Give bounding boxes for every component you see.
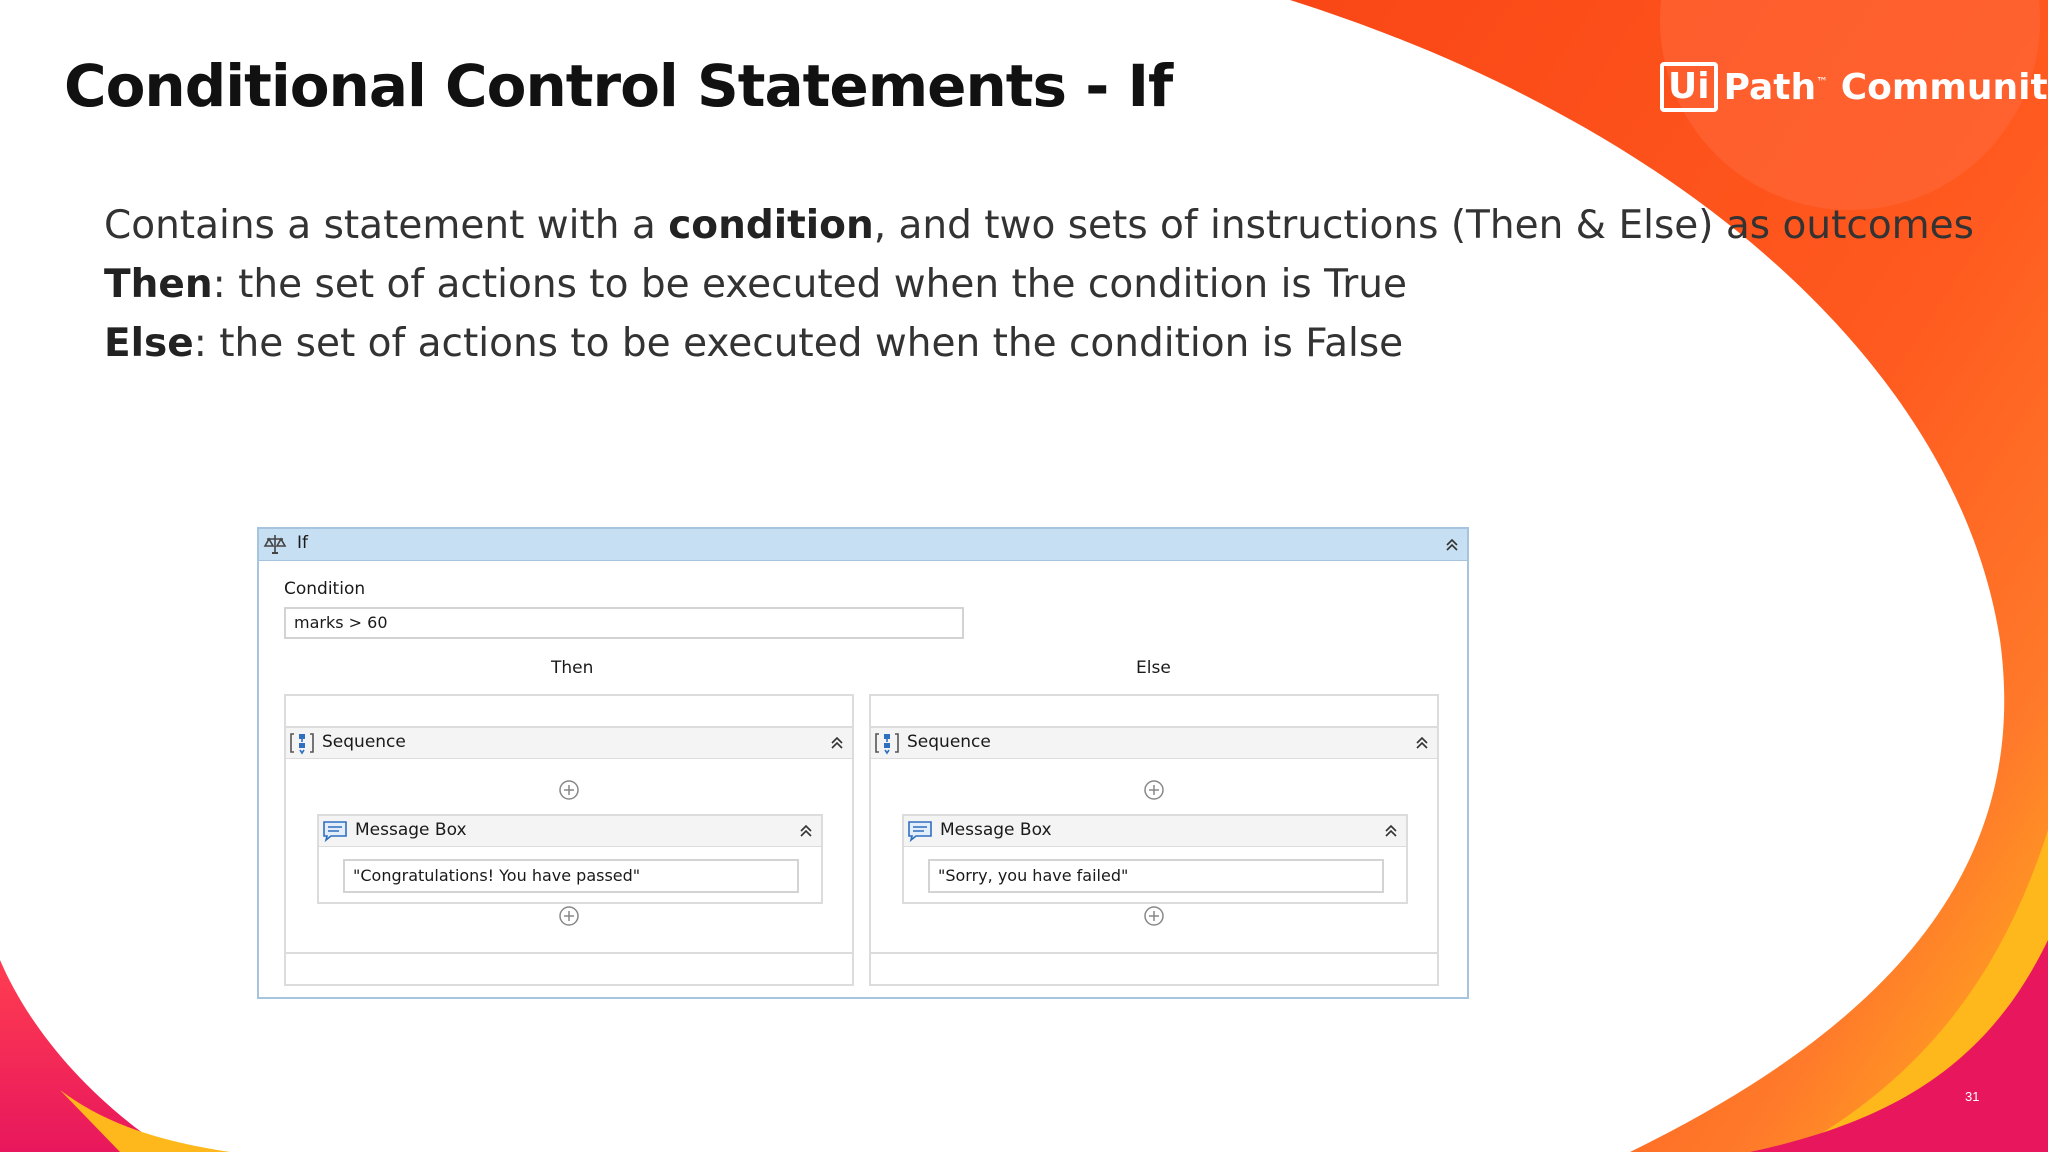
then-label: Then bbox=[551, 658, 594, 678]
message-text-input[interactable]: "Congratulations! You have passed" bbox=[343, 859, 799, 893]
bullet-keyword: condition bbox=[668, 203, 874, 248]
message-box-title: Message Box bbox=[355, 820, 467, 840]
left-pink-shape bbox=[0, 960, 170, 1152]
bullet-list bbox=[104, 196, 1974, 373]
else-branch[interactable] bbox=[869, 694, 1439, 986]
else-label: Else bbox=[1136, 658, 1171, 678]
sequence-icon bbox=[289, 731, 315, 755]
bullet-text: Contains a statement with a bbox=[104, 203, 669, 248]
bullet-item bbox=[104, 314, 1974, 373]
collapse-icon[interactable] bbox=[1443, 536, 1461, 554]
if-activity-panel[interactable] bbox=[257, 527, 1469, 999]
sequence-title: Sequence bbox=[907, 732, 991, 752]
bullet-item bbox=[104, 255, 1974, 314]
if-activity-header[interactable] bbox=[259, 529, 1467, 561]
if-icon bbox=[263, 533, 287, 555]
message-box-activity[interactable] bbox=[902, 814, 1408, 904]
sequence-icon bbox=[874, 731, 900, 755]
page-number: 31 bbox=[1965, 1089, 1980, 1104]
message-box-header[interactable] bbox=[904, 816, 1406, 847]
message-box-icon bbox=[907, 820, 933, 842]
message-box-activity[interactable] bbox=[317, 814, 823, 904]
message-box-header[interactable] bbox=[319, 816, 821, 847]
collapse-icon[interactable] bbox=[1382, 822, 1400, 840]
bullet-text: , and two sets of instructions (Then & Else) as outcomes bbox=[873, 203, 1974, 248]
sequence-header[interactable] bbox=[286, 728, 852, 759]
logo-trademark: ™ bbox=[1816, 74, 1829, 89]
add-activity-icon[interactable] bbox=[558, 779, 580, 801]
condition-input[interactable]: marks > 60 bbox=[284, 607, 964, 639]
add-activity-icon[interactable] bbox=[558, 905, 580, 927]
bullet-keyword: Else bbox=[104, 321, 194, 366]
sequence-header[interactable] bbox=[871, 728, 1437, 759]
collapse-icon[interactable] bbox=[797, 822, 815, 840]
uipath-community-logo bbox=[1660, 62, 2071, 112]
condition-label: Condition bbox=[284, 579, 366, 599]
logo-suffix: Community bbox=[1840, 66, 2071, 108]
message-box-title: Message Box bbox=[940, 820, 1052, 840]
collapse-icon[interactable] bbox=[1413, 734, 1431, 752]
logo-word: Path bbox=[1723, 66, 1817, 108]
if-activity-title: If bbox=[297, 533, 308, 553]
add-activity-icon[interactable] bbox=[1143, 905, 1165, 927]
bullet-item bbox=[104, 196, 1974, 255]
bullet-text: : the set of actions to be executed when the condition is True bbox=[212, 262, 1407, 307]
bullet-keyword: Then bbox=[104, 262, 213, 307]
add-activity-icon[interactable] bbox=[1143, 779, 1165, 801]
collapse-icon[interactable] bbox=[828, 734, 846, 752]
slide-title: Conditional Control Statements - If bbox=[64, 52, 1173, 120]
message-box-icon bbox=[322, 820, 348, 842]
message-text-input[interactable]: "Sorry, you have failed" bbox=[928, 859, 1384, 893]
logo-mark: Ui bbox=[1660, 62, 1718, 112]
else-sequence[interactable] bbox=[871, 726, 1437, 954]
logo-text bbox=[1724, 67, 2071, 108]
sequence-title: Sequence bbox=[322, 732, 406, 752]
then-branch[interactable] bbox=[284, 694, 854, 986]
then-sequence[interactable] bbox=[286, 726, 852, 954]
bullet-text: : the set of actions to be executed when the condition is False bbox=[193, 321, 1404, 366]
